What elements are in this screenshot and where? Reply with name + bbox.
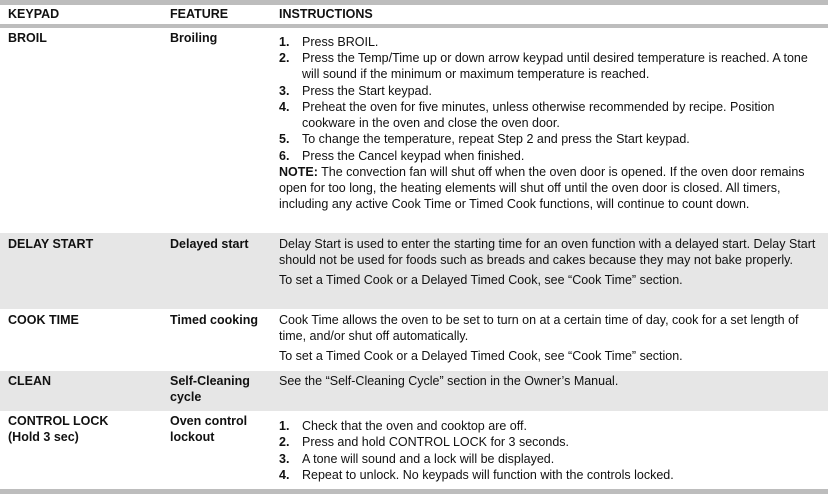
instructions (279, 374, 824, 394)
header-row (0, 5, 828, 25)
keypad-hint: (Hold 3 sec) (8, 429, 79, 444)
paragraph: To set a Timed Cook or a Delayed Timed Cook, see “Cook Time” section. (279, 348, 683, 363)
paragraph: Cook Time allows the oven to be set to turn on at a certain time of day, cook for a set length of time, and/or shut off automatically. (279, 313, 799, 343)
steps-list (279, 419, 824, 484)
step: 6. Press the Cancel keypad when finished. (279, 148, 525, 163)
header-feature: FEATURE (170, 7, 229, 21)
step: 5. To change the temperature, repeat Step 2 and press the Start keypad. (279, 132, 690, 147)
keypad (8, 414, 163, 446)
row-clean (0, 371, 828, 411)
step: 2. Press and hold CONTROL LOCK for 3 seconds. (279, 435, 570, 450)
keypad-name: CONTROL LOCK (8, 414, 109, 428)
step: 1. Press BROIL. (279, 35, 379, 49)
row-control-lock (0, 411, 828, 489)
step: 2. Press the Temp/Time up or down arrow keypad until desired temperature is reached. A tone will sound if the minimum or maximum temperature is reached. (279, 51, 808, 82)
header-instructions: INSTRUCTIONS (279, 7, 373, 21)
step: 1. Check that the oven and cooktop are off. (279, 419, 527, 433)
feature: Broiling (170, 31, 218, 45)
row-delay-start (0, 233, 828, 309)
paragraph: To set a Timed Cook or a Delayed Timed Cook, see “Cook Time” section. (279, 272, 683, 287)
note: NOTE: The convection fan will shut off when the oven door is opened. If the oven door remains open for too long, the heating elements will shut off until the oven door is closed. All timers, including any active Cook Time or Timed Cook functions, will continue to count down. (279, 165, 805, 211)
keypad: BROIL (8, 31, 47, 45)
feature: Timed cooking (170, 313, 258, 327)
step: 3. Press the Start keypad. (279, 83, 432, 98)
step: 3. A tone will sound and a lock will be displayed. (279, 451, 555, 466)
row-broil (0, 28, 828, 233)
keypad: COOK TIME (8, 313, 79, 327)
bottom-rule (0, 489, 828, 494)
feature: Delayed start (170, 237, 249, 251)
paragraph: See the “Self-Cleaning Cycle” section in the Owner’s Manual. (279, 374, 619, 388)
instructions (279, 237, 824, 292)
feature: Self-Cleaning cycle (170, 374, 250, 404)
instructions (279, 313, 824, 368)
instructions (279, 35, 824, 217)
keypad: CLEAN (8, 374, 52, 388)
keypad: DELAY START (8, 237, 94, 251)
header-keypad: KEYPAD (8, 7, 60, 21)
step: 4. Preheat the oven for five minutes, unless otherwise recommended by recipe. Position cookware in the oven and close the oven door. (279, 99, 775, 130)
steps-list (279, 35, 824, 164)
feature: Oven control lockout (170, 414, 248, 444)
instructions (279, 419, 824, 485)
row-cook-time (0, 309, 828, 371)
step: 4. Repeat to unlock. No keypads will function with the controls locked. (279, 468, 674, 483)
paragraph: Delay Start is used to enter the starting time for an oven function with a delayed start. Delay Start should not be used for foods such as breads and cakes because they may not bake properly. (279, 237, 816, 267)
